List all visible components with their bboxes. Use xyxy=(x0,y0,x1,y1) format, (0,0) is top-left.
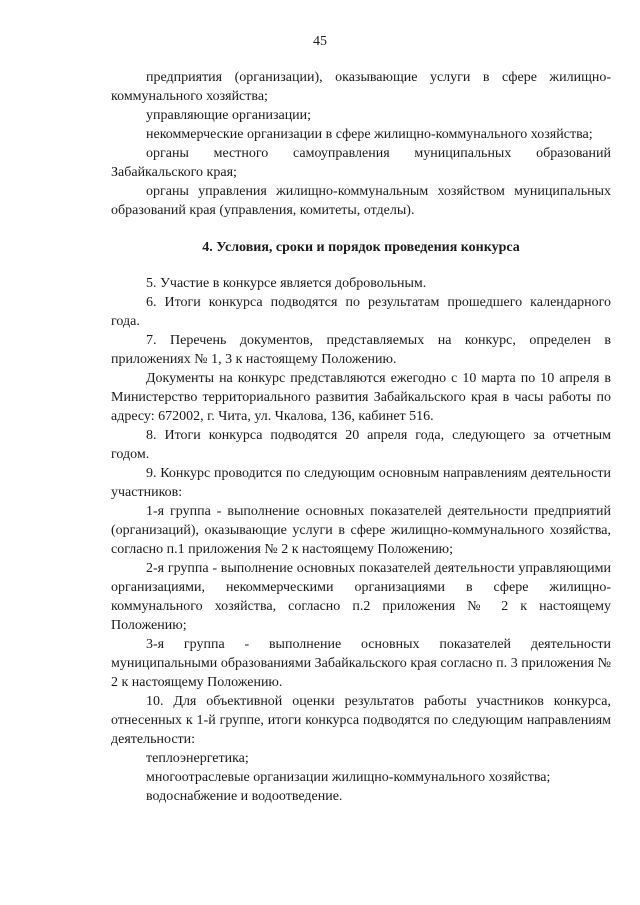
list-item: многоотраслевые организации жилищно-коммунального хозяйства; xyxy=(146,770,551,785)
paragraph: 5. Участие в конкурсе является добровольным. xyxy=(146,276,427,291)
list-item: органы управления жилищно-коммунальным хозяйством муниципальных образований края (управления, комитеты, отделы). xyxy=(111,184,611,218)
paragraph: 10. Для объективной оценки результатов работы участников конкурса, отнесенных к 1-й группе, итоги конкурса подводятся по следующим направлениям деятельности: xyxy=(111,694,611,747)
paragraph: Документы на конкурс представляются ежегодно с 10 марта по 10 апреля в Министерство территориального развития Забайкальского края в часы работы по адресу: 672002, г. Чита, ул. Чкалова, 136, кабинет 516. xyxy=(111,371,611,424)
list-item: органы местного самоуправления муниципальных образований Забайкальского края; xyxy=(111,146,611,180)
paragraph: 7. Перечень документов, представляемых на конкурс, определен в приложениях № 1, 3 к настоящему Положению. xyxy=(111,333,611,367)
list-item: предприятия (организации), оказывающие услуги в сфере жилищно-коммунального хозяйства; xyxy=(111,70,611,104)
list-item: управляющие организации; xyxy=(146,108,312,123)
page-number: 45 xyxy=(313,34,327,49)
paragraph: 8. Итоги конкурса подводятся 20 апреля года, следующего за отчетным годом. xyxy=(111,428,611,462)
list-item: водоснабжение и водоотведение. xyxy=(146,789,343,804)
list-item: теплоэнергетика; xyxy=(146,751,249,766)
section-heading: 4. Условия, сроки и порядок проведения конкурса xyxy=(202,240,520,255)
document-body xyxy=(111,68,611,806)
paragraph: 1-я группа - выполнение основных показателей деятельности предприятий (организаций), оказывающие услуги в сфере жилищно-коммунального хозяйства, согласно п.1 приложения № 2 к настоящему Положению; xyxy=(111,504,611,557)
paragraph: 2-я группа - выполнение основных показателей деятельности управляющими организациями, некоммерческими организациями в сфере жилищно-коммунального хозяйства, согласно п.2 приложения № 2 к настоящему Положению; xyxy=(111,561,611,633)
paragraph: 9. Конкурс проводится по следующим основным направлениям деятельности участников: xyxy=(111,466,611,500)
list-item: некоммерческие организации в сфере жилищно-коммунального хозяйства; xyxy=(146,127,593,142)
paragraph: 6. Итоги конкурса подводятся по результатам прошедшего календарного года. xyxy=(111,295,611,329)
paragraph: 3-я группа - выполнение основных показателей деятельности муниципальными образованиями Забайкальского края согласно п. 3 приложения № 2 к настоящему Положению. xyxy=(111,637,611,690)
